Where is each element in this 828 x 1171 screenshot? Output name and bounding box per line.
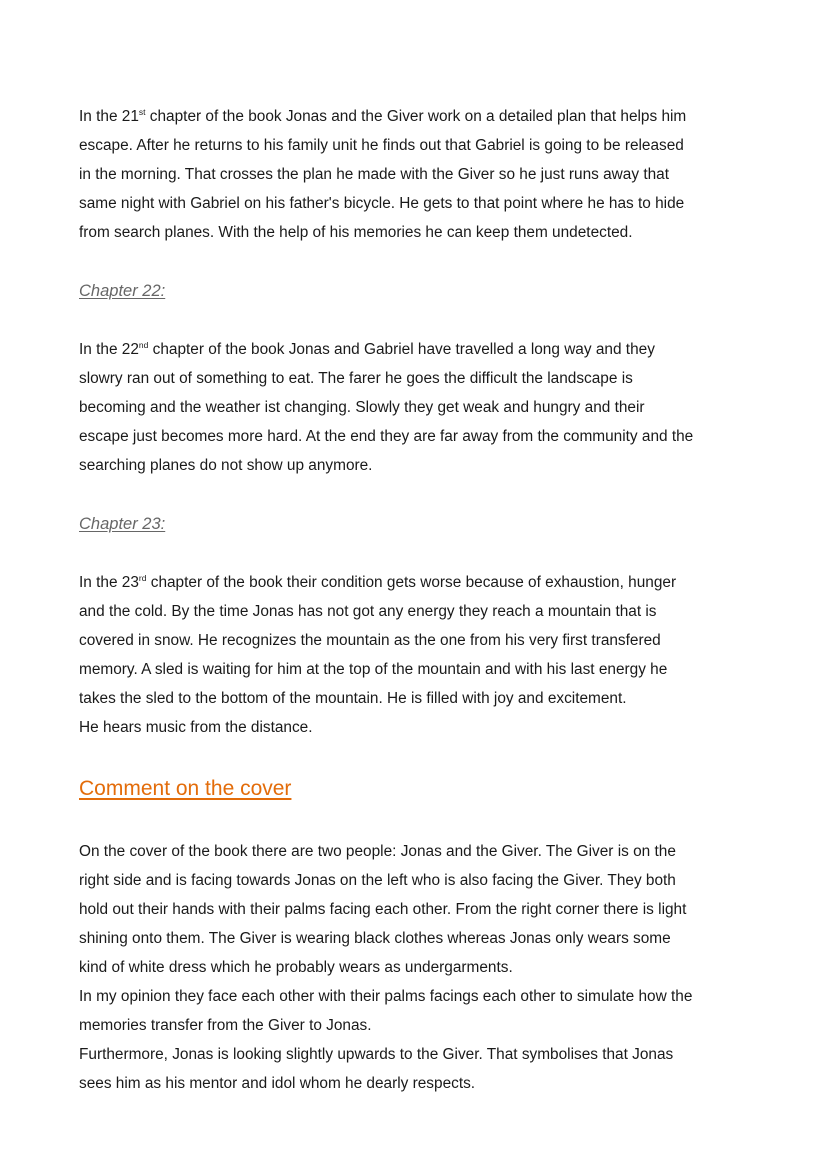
text-line: hold out their hands with their palms facing each other. From the right corner there is light <box>79 901 687 918</box>
ordinal-suffix: st <box>138 107 146 117</box>
text-line: In my opinion they face each other with their palms facings each other to simulate how the <box>79 988 693 1005</box>
text-line: takes the sled to the bottom of the mountain. He is filled with joy and excitement. <box>79 690 627 707</box>
text-line: In the 21st chapter of the book Jonas and the Giver work on a detailed plan that helps him <box>79 107 687 125</box>
chapter-21-summary <box>79 102 759 247</box>
ordinal-suffix: rd <box>138 573 147 583</box>
text-line: becoming and the weather ist changing. Slowly they get weak and hungry and their <box>79 399 645 416</box>
chapter-22-heading: Chapter 22: <box>79 282 166 300</box>
chapter-22-summary <box>79 335 759 480</box>
text-line: On the cover of the book there are two people: Jonas and the Giver. The Giver is on the <box>79 843 676 860</box>
text-line: right side and is facing towards Jonas on the left who is also facing the Giver. They both <box>79 872 676 889</box>
text-line: In the 23rd chapter of the book their condition gets worse because of exhaustion, hunger <box>79 573 677 591</box>
text-line: in the morning. That crosses the plan he made with the Giver so he just runs away that <box>79 166 669 183</box>
chapter-23-heading: Chapter 23: <box>79 515 166 533</box>
text-line: from search planes. With the help of his memories he can keep them undetected. <box>79 224 633 241</box>
text-line: sees him as his mentor and idol whom he dearly respects. <box>79 1075 476 1092</box>
cover-comment-heading: Comment on the cover <box>79 777 292 800</box>
text-line: searching planes do not show up anymore. <box>79 457 373 474</box>
text-line: slowry ran out of something to eat. The farer he goes the difficult the landscape is <box>79 370 633 387</box>
text-line: Furthermore, Jonas is looking slightly upwards to the Giver. That symbolises that Jonas <box>79 1046 674 1063</box>
text-line: same night with Gabriel on his father's bicycle. He gets to that point where he has to hide <box>79 195 685 212</box>
chapter-23-summary <box>79 568 759 742</box>
text-line: escape just becomes more hard. At the end they are far away from the community and the <box>79 428 694 445</box>
ordinal-suffix: nd <box>138 340 149 350</box>
text-line: He hears music from the distance. <box>79 719 313 736</box>
text-line: and the cold. By the time Jonas has not got any energy they reach a mountain that is <box>79 603 657 620</box>
cover-comment-text <box>79 837 759 1098</box>
text-line: kind of white dress which he probably wears as undergarments. <box>79 959 513 976</box>
text-line: In the 22nd chapter of the book Jonas and Gabriel have travelled a long way and they <box>79 340 655 358</box>
text-line: memory. A sled is waiting for him at the top of the mountain and with his last energy he <box>79 661 668 678</box>
text-line: memories transfer from the Giver to Jonas. <box>79 1017 372 1034</box>
text-line: escape. After he returns to his family unit he finds out that Gabriel is going to be released <box>79 137 684 154</box>
text-line: shining onto them. The Giver is wearing black clothes whereas Jonas only wears some <box>79 930 671 947</box>
text-line: covered in snow. He recognizes the mountain as the one from his very first transfered <box>79 632 661 649</box>
